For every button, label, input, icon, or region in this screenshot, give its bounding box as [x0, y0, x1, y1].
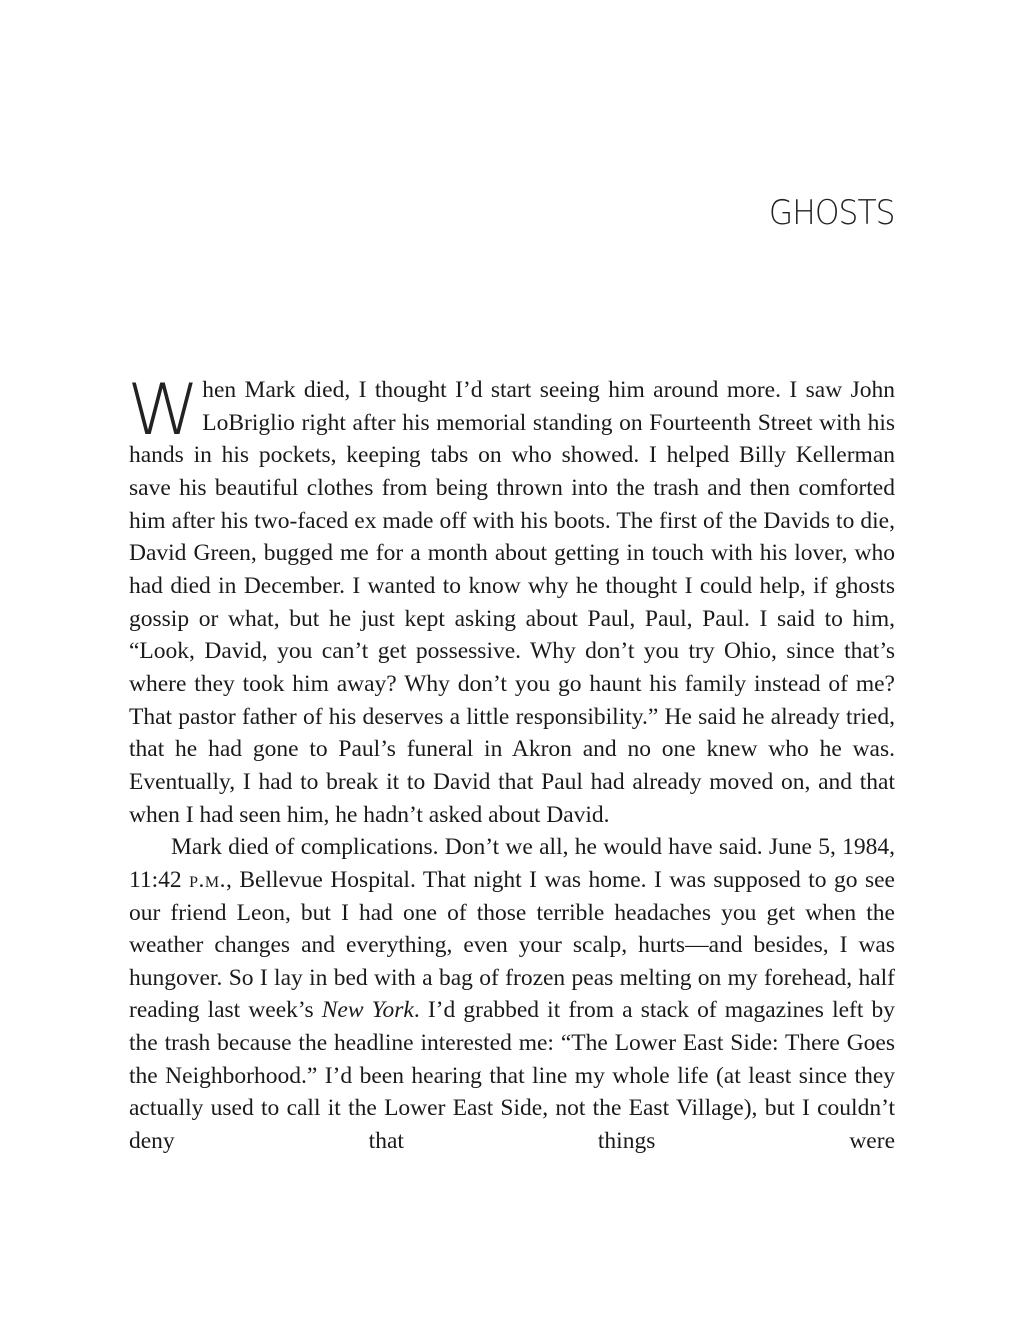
paragraph-2: [129, 831, 895, 1158]
body-text: [127, 369, 896, 1158]
paragraph-1-text: hen Mark died, I thought I’d start seeing him around more. I saw John LoBriglio right after his memorial standing on Fourteenth Street with his hands in his pockets, keeping tabs on who showed. I helped Billy Kellerman save his beautiful clothes from being thrown into the trash and then comforted him after his two-faced ex made off with his boots. The first of the Davids to die, David Green, bugged me for a month about getting in touch with his lover, who had died in December. I wanted to know why he thought I could help, if ghosts gossip or what, but he just kept asking about Paul, Paul, Paul. I said to him, “Look, David, you can’t get possessive. Why don’t you try Ohio, since that’s where they took him away? Why don’t you go haunt his family instead of me? That pastor father of his deserves a little responsibility.” He said he already tried, that he had gone to Paul’s funeral in Akron and no one knew who he was. Eventually, I had to break it to David that Paul had already moved on, and that when I had seen him, he hadn’t asked about David.: [129, 377, 895, 828]
time-suffix: p.m.: [189, 866, 226, 893]
paragraph-2-text-part-1: Mark died of complications. Don’t we all, he would have said. June 5, 1984, 11:42: [129, 834, 895, 893]
paragraph-2-text-part-2: , Bellevue Hospital. That night I was home. I was supposed to go see our friend Leon, but I had one of those terrible headaches you get when the weather changes and everything, even your scalp, hurts—and besides, I was hungover. So I lay in bed with a bag of frozen peas melting on my forehead, half reading last week’s: [129, 866, 895, 1024]
paragraph-2-text-part-3: . I’d grabbed it from a stack of magazines left by the trash because the headline interested me: “The Lower East Side: There Goes the Neighborhood.” I’d been hearing that line my whole life (at least since they actually used to call it the Lower East Side, not the East Village), but I couldn’t deny that things were: [129, 997, 896, 1155]
chapter-title: GHOSTS: [769, 193, 895, 233]
paragraph-1: [127, 369, 895, 831]
drop-cap: W: [127, 369, 200, 451]
magazine-title: New York: [321, 997, 414, 1024]
